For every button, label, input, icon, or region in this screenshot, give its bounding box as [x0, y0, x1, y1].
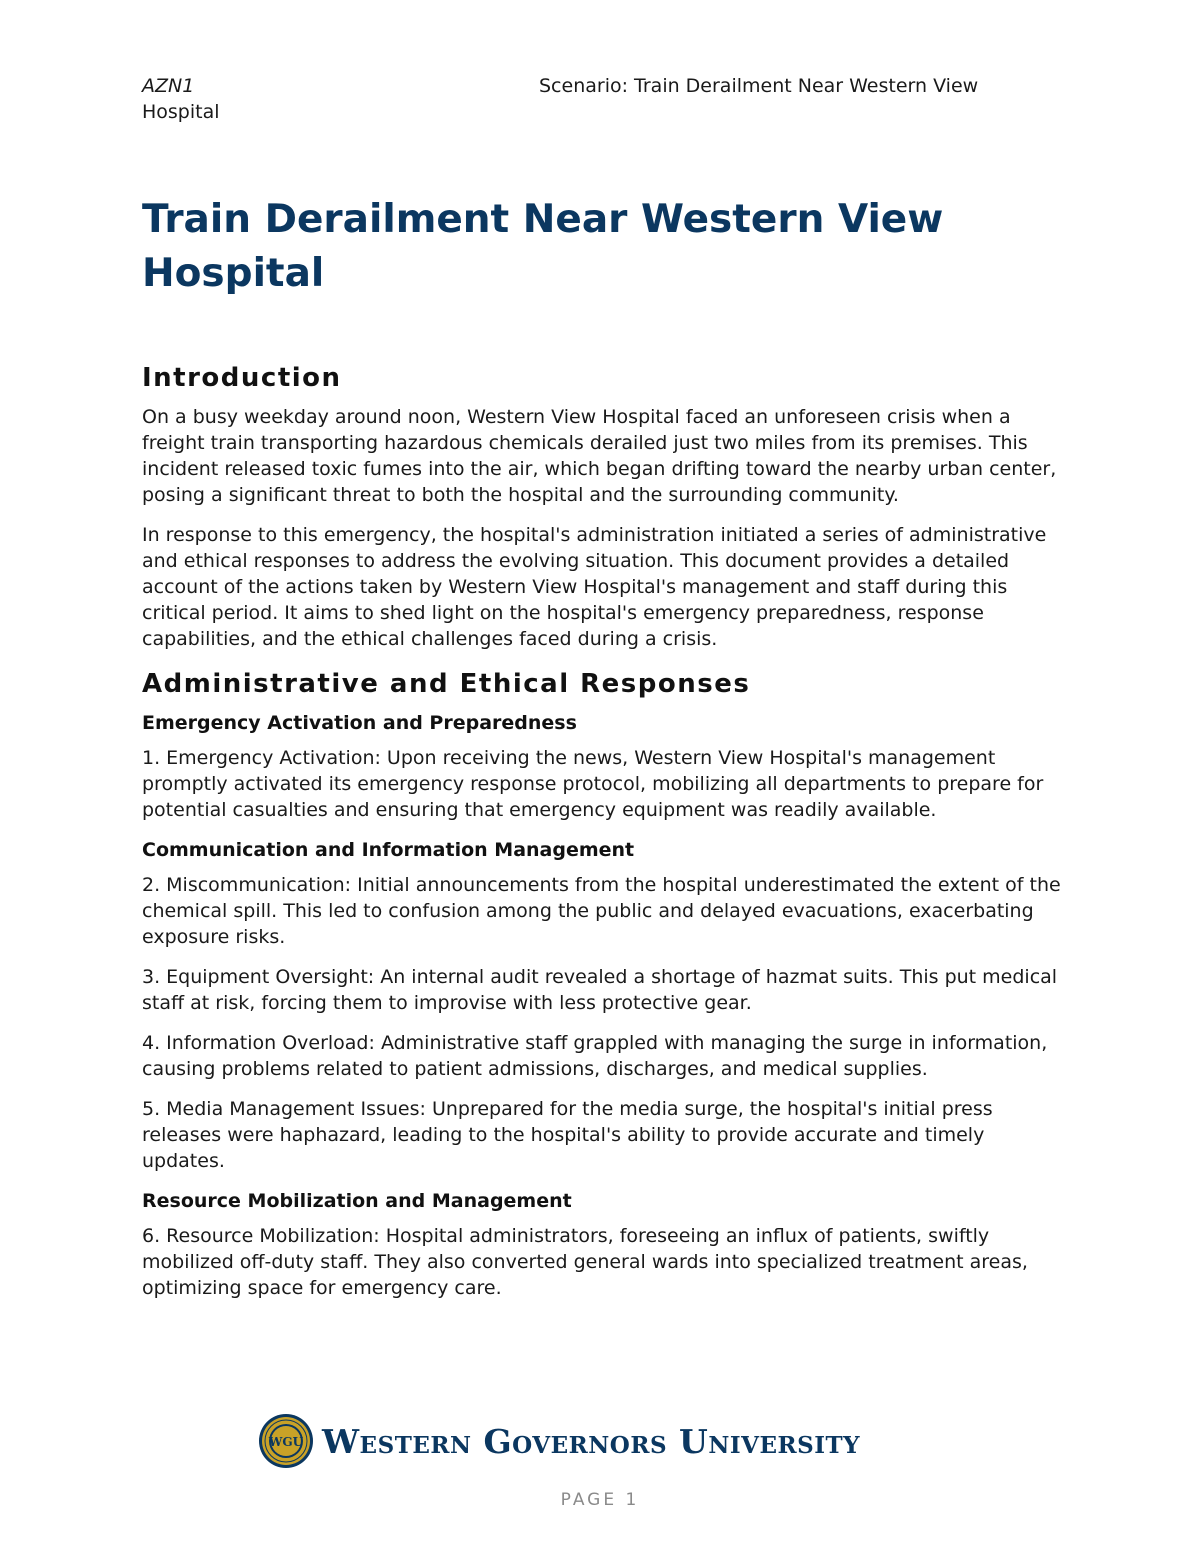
list-item: 2. Miscommunication: Initial announcements from the hospital underestimated the extent of the chemical spill. This led to confusion among the public and delayed evacuations, exacerbating exposure risks. [142, 874, 1061, 948]
scenario-text: Train Derailment Near Western View [634, 75, 979, 97]
intro-paragraph: On a busy weekday around noon, Western View Hospital faced an unforeseen crisis when a freight train transporting hazardous chemicals derailed just two miles from its premises. This incident released toxic fumes into the air, which began drifting toward the nearby urban center, posing a significant threat to both the hospital and the surrounding community. [142, 406, 1057, 506]
section-heading-resources: Resource Mobilization and Management [142, 1190, 572, 1212]
list-item: 1. Emergency Activation: Upon receiving the news, Western View Hospital's management promptly activated its emergency response protocol, mobilizing all departments to prepare for potential casualties and ensuring that emergency equipment was readily available. [142, 747, 1044, 821]
scenario-label: Scenario: [539, 75, 628, 97]
scenario-header [539, 73, 978, 99]
list-item: 3. Equipment Oversight: An internal audit revealed a shortage of hazmat suits. This put medical staff at risk, forcing them to improvise with less protective gear. [142, 966, 1058, 1014]
course-code-line1: AZN1 [142, 75, 195, 97]
wgu-seal-icon [258, 1413, 314, 1469]
course-code [142, 73, 220, 125]
document-title: Train Derailment Near Western View Hospital [142, 197, 944, 296]
wgu-wordmark: Western Governors University [322, 1421, 861, 1461]
page-header [142, 70, 1067, 130]
list-item: 5. Media Management Issues: Unprepared for the media surge, the hospital's initial press releases were haphazard, leading to the hospital's ability to provide accurate and timely updates. [142, 1098, 993, 1172]
document-page [142, 70, 1067, 1299]
list-item: 6. Resource Mobilization: Hospital administrators, foreseeing an influx of patients, swiftly mobilized off-duty staff. They also converted general wards into specialized treatment areas, optimizing space for emergency care. [142, 1225, 1028, 1299]
list-item: 4. Information Overload: Administrative staff grappled with managing the surge in information, causing problems related to patient admissions, discharges, and medical supplies. [142, 1032, 1048, 1080]
wgu-logo [258, 1412, 860, 1470]
responses-heading: Administrative and Ethical Responses [142, 669, 751, 699]
section-heading-emergency: Emergency Activation and Preparedness [142, 712, 577, 734]
course-code-line2: Hospital [142, 101, 220, 123]
section-heading-communication: Communication and Information Management [142, 839, 635, 861]
document-body [142, 360, 1067, 1315]
intro-paragraph: In response to this emergency, the hospital's administration initiated a series of administrative and ethical responses to address the evolving situation. This document provides a detailed account of the actions taken by Western View Hospital's management and staff during this critical period. It aims to shed light on the hospital's emergency preparedness, response capabilities, and the ethical challenges faced during a crisis. [142, 524, 1047, 650]
page-number: PAGE 1 [560, 1490, 640, 1510]
introduction-heading: Introduction [142, 363, 342, 393]
seal-text: WGU [268, 1435, 304, 1449]
